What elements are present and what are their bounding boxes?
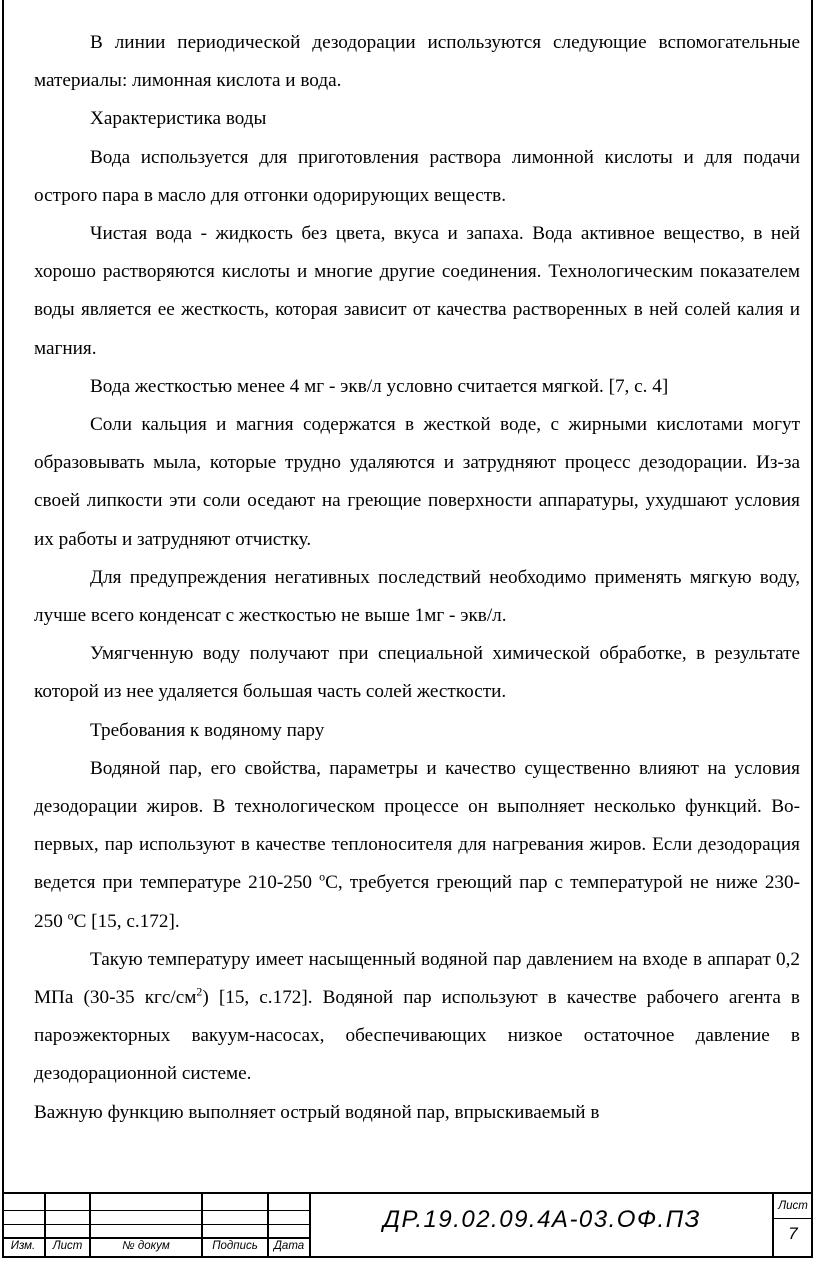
label-date: Дата: [273, 1240, 305, 1252]
label-change: Изм.: [10, 1240, 36, 1252]
title-block: [2, 1192, 813, 1258]
grid-line: [2, 1237, 309, 1239]
paragraph: Для предупреждения негативных последствий необходимо применять мягкую воду, лучше всего конденсат с жесткостью не выше 1мг - экв/л.: [34, 566, 800, 627]
label-signature: Подпись: [212, 1240, 258, 1252]
label-doc-number: № докум: [122, 1240, 170, 1252]
superscript: о: [67, 908, 74, 923]
section-heading: Требования к водяному пару: [90, 719, 325, 741]
paragraph: Вода используется для приготовления раствора лимонной кислоты и для подачи острого пара в масло для отгонки одорирующих веществ.: [34, 146, 800, 206]
document-body: [34, 24, 800, 1132]
paragraph: Соли кальция и магния содержатся в жесткой воде, с жирными кислотами могут образовывать мыла, которые трудно удаляются и затрудняют процесс дезодорации. Из-за своей липкости эти соли оседают на греющие поверхности аппаратуры, ухудшают условия их работы и затрудняют отчистку.: [34, 414, 800, 550]
text-fragment: ) [15, с.172]. Водяной пар используют в качестве рабочего агента в пароэжекторных вакуум-насосах, обеспечивающих низкое остаточное давление в дезодорационной системе.: [34, 987, 800, 1085]
text-fragment: Водяной пар, его свойства, параметры и качество существенно влияют на условия дезодорации жиров. В технологическом процессе он выполняет несколько функций. Во-первых, пар используют в качестве теплоносителя для нагревания жиров. Если дезодорация ведется при температуре 210-250: [34, 757, 800, 894]
sheet-number: 7: [788, 1224, 798, 1243]
document-code: ДР.19.02.09.4А-03.ОФ.ПЗ: [383, 1206, 701, 1233]
text-fragment: Такую температуру имеет насыщенный водяной пар давлением на входе в аппарат 0,2 МПа (30-35 кгс/см: [34, 948, 800, 1009]
grid-line: [309, 1194, 311, 1258]
paragraph: Вода жесткостью менее 4 мг - экв/л условно считается мягкой. [7, с. 4]: [90, 375, 669, 397]
grid-line: [2, 1224, 309, 1225]
sheet-label: Лист: [778, 1200, 808, 1212]
superscript: о: [319, 870, 326, 885]
paragraph: Чистая вода - жидкость без цвета, вкуса и запаха. Вода активное вещество, в ней хорошо растворяются кислоты и многие другие соединения. Технологическим показателем воды является ее жесткость, которая зависит от качества растворенных в ней солей калия и магния.: [34, 223, 800, 359]
label-sheet: Лист: [52, 1240, 83, 1252]
section-heading: Характеристика воды: [90, 108, 267, 130]
paragraph-last-line: Важную функцию выполняет острый водяной пар, впрыскиваемый в: [34, 1101, 600, 1123]
paragraph: В линии периодической дезодорации используются следующие вспомогательные материалы: лимонная кислота и вода.: [34, 32, 800, 92]
superscript: 2: [196, 984, 203, 999]
text-fragment: С [15, с.172].: [73, 910, 180, 932]
paragraph: Умягченную воду получают при специальной химической обработке, в результате которой из нее удаляется большая часть солей жесткости.: [34, 643, 800, 703]
grid-line: [772, 1218, 813, 1219]
paragraph-steam-pressure: [34, 941, 800, 1094]
paragraph-steam-functions: [34, 750, 800, 941]
grid-line: [2, 1210, 309, 1211]
text-fragment: С, требуется греющий пар с температурой не ниже 230-250: [34, 872, 800, 932]
